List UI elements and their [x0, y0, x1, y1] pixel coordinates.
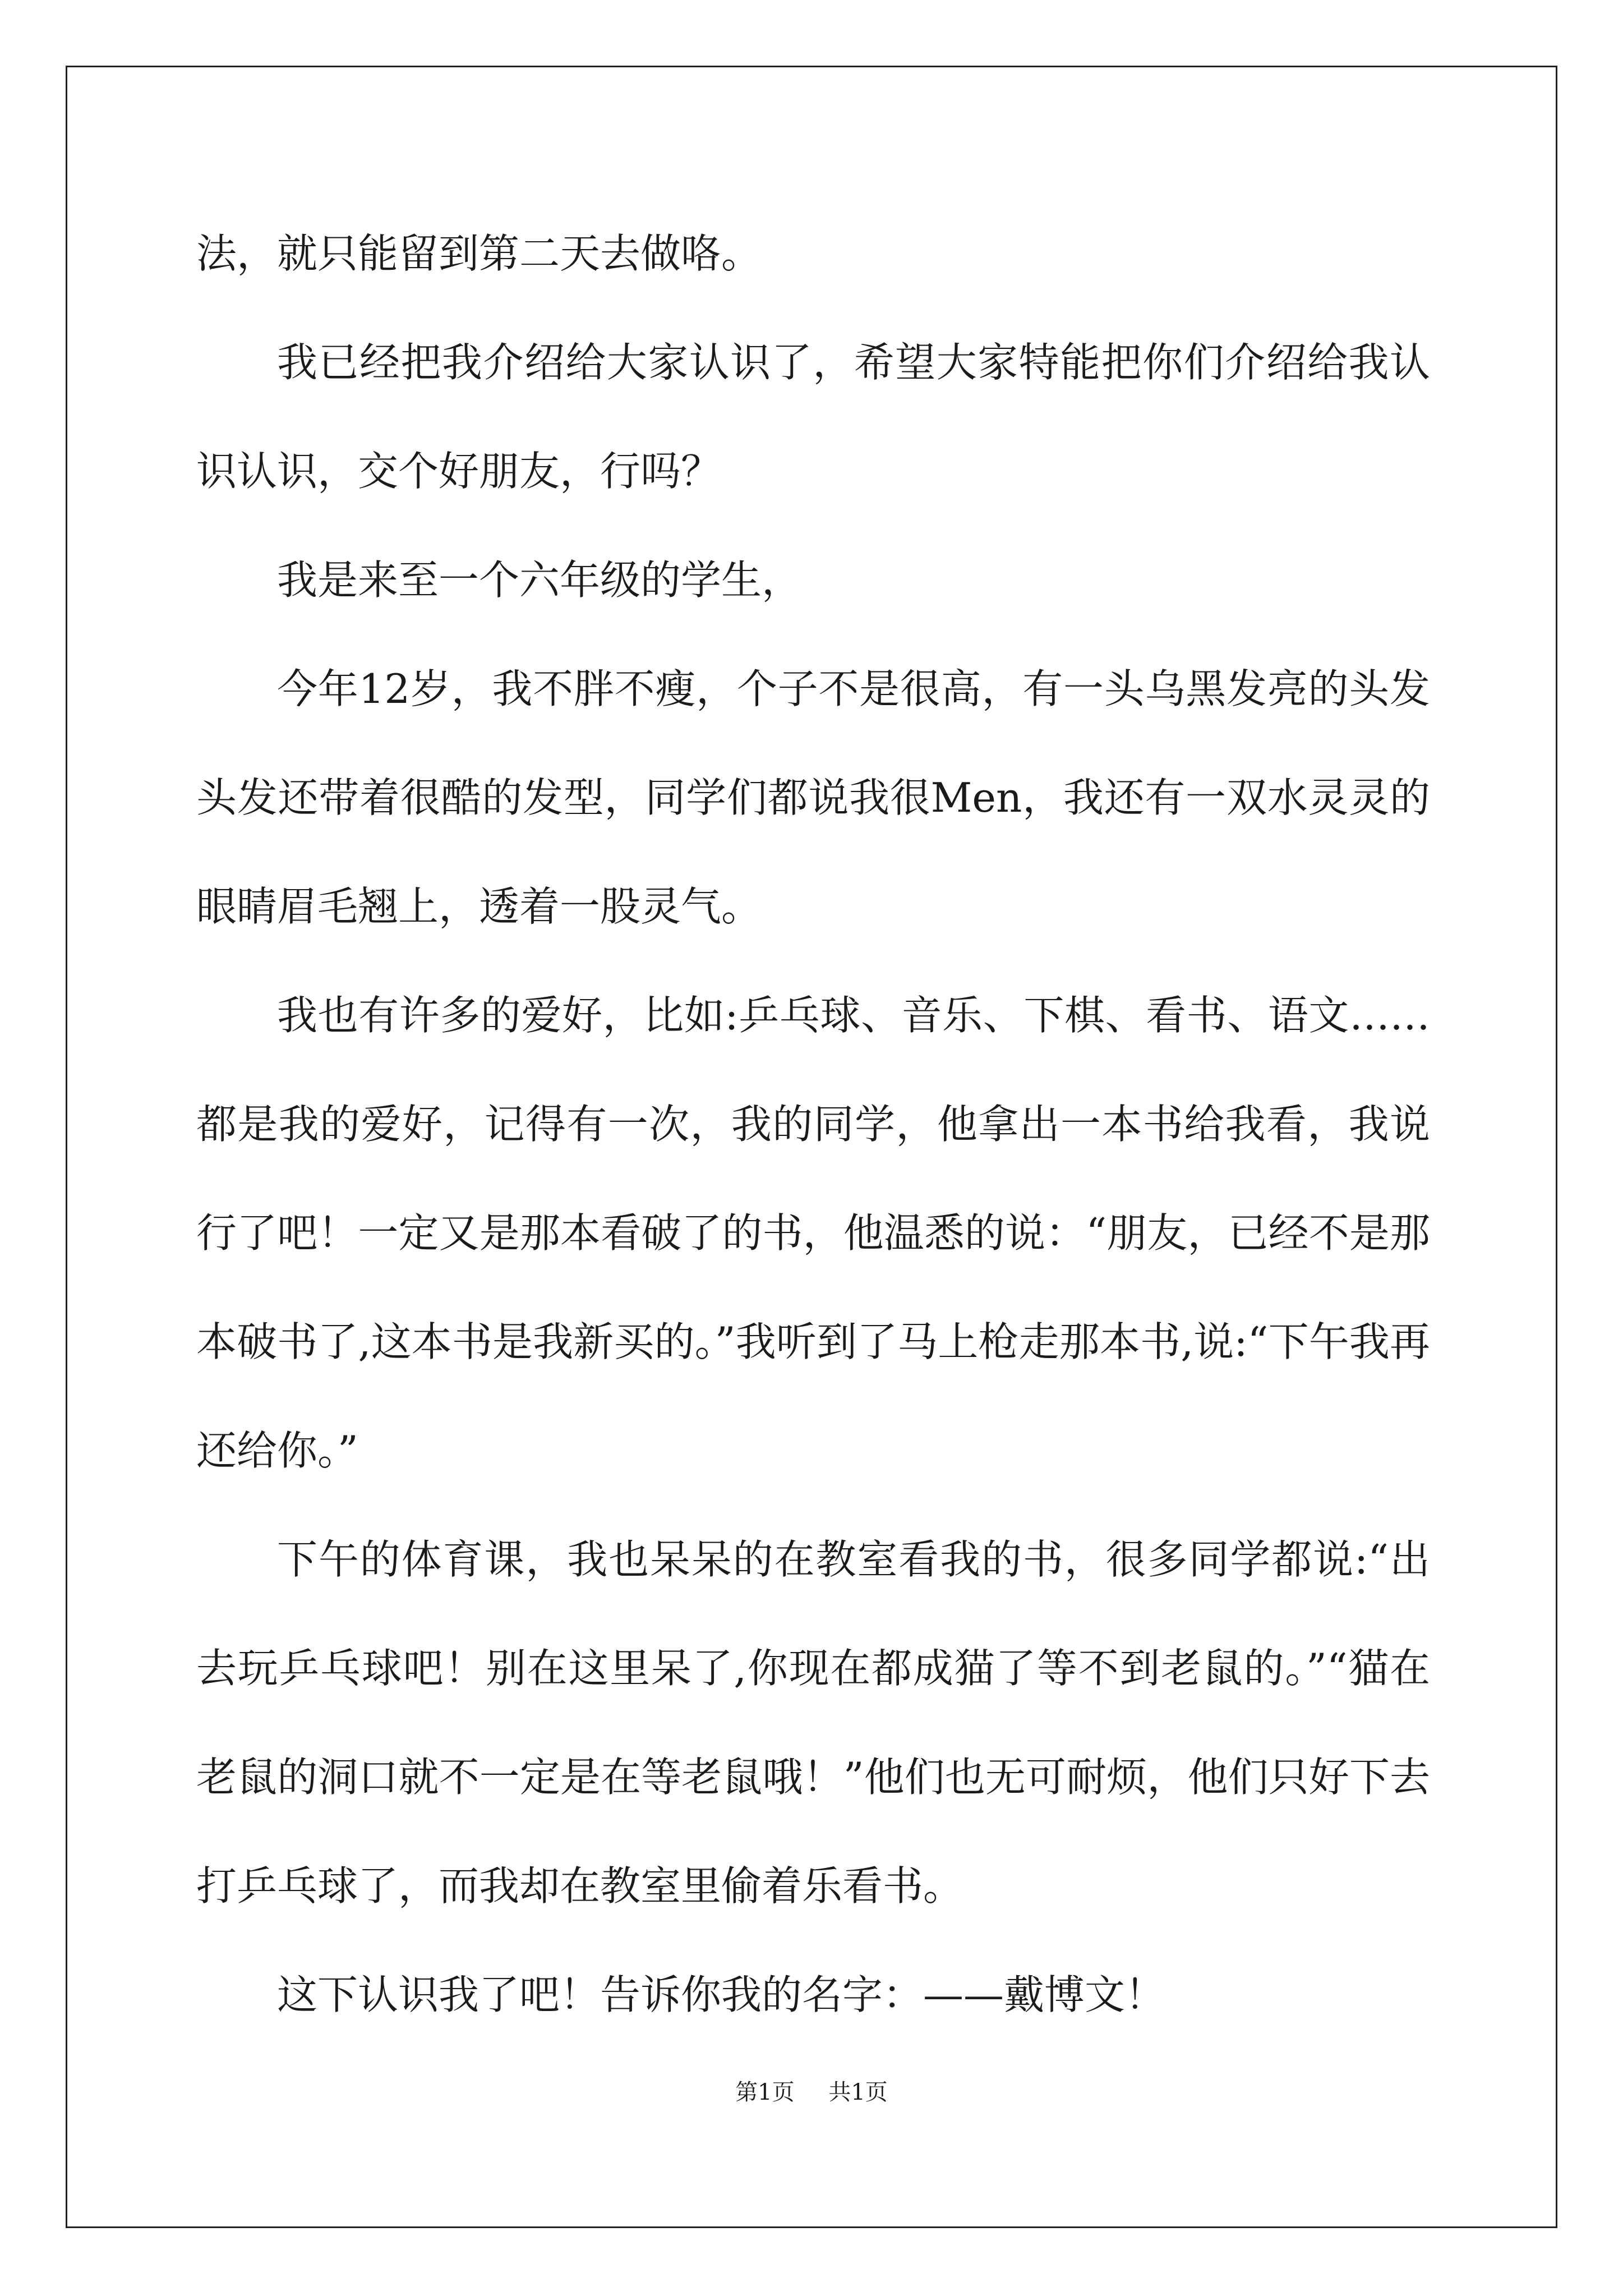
paragraph: 这下认识我了吧！告诉你我的名字：——戴博文！	[277, 1971, 1166, 2018]
paragraph: 我也有许多的爱好，比如:乒乓球、音乐、下棋、看书、语文……都是我的爱好，记得有一次，我的同学，他拿出一本书给我看，我说行了吧！一定又是那本看破了的书，他温悉的说：“朋友，已经不是那本破书了,这本书是我新买的。”我听到了马上枪走那本书,说:“下午我再还给你。”	[196, 992, 1430, 1474]
page-footer	[0, 2076, 1623, 2109]
paragraph: 我已经把我介绍给大家认识了，希望大家特能把你们介绍给我认识认识，交个好朋友，行吗？	[196, 339, 1430, 495]
page-number-current: 第1页	[735, 2079, 795, 2105]
paragraph: 下午的体育课，我也呆呆的在教室看我的书，很多同学都说:“出去玩乒乓球吧！别在这里呆了,你现在都成猫了等不到老鼠的。”“猫在老鼠的洞口就不一定是在等老鼠哦！”他们也无可耐烦，他们只好下去打乒乓球了，而我却在教室里偷着乐看书。	[196, 1536, 1430, 1910]
document-body	[196, 199, 1430, 2049]
page-number-total: 共1页	[828, 2079, 888, 2105]
paragraph: 今年12岁，我不胖不瘦，个子不是很高，有一头乌黑发亮的头发头发还带着很酷的发型，同学们都说我很Men，我还有一双水灵灵的眼睛眉毛翘上，透着一股灵气。	[196, 665, 1430, 930]
paragraph: 我是来至一个六年级的学生，	[277, 556, 803, 604]
paragraph: 法，就只能留到第二天去做咯。	[196, 230, 762, 277]
